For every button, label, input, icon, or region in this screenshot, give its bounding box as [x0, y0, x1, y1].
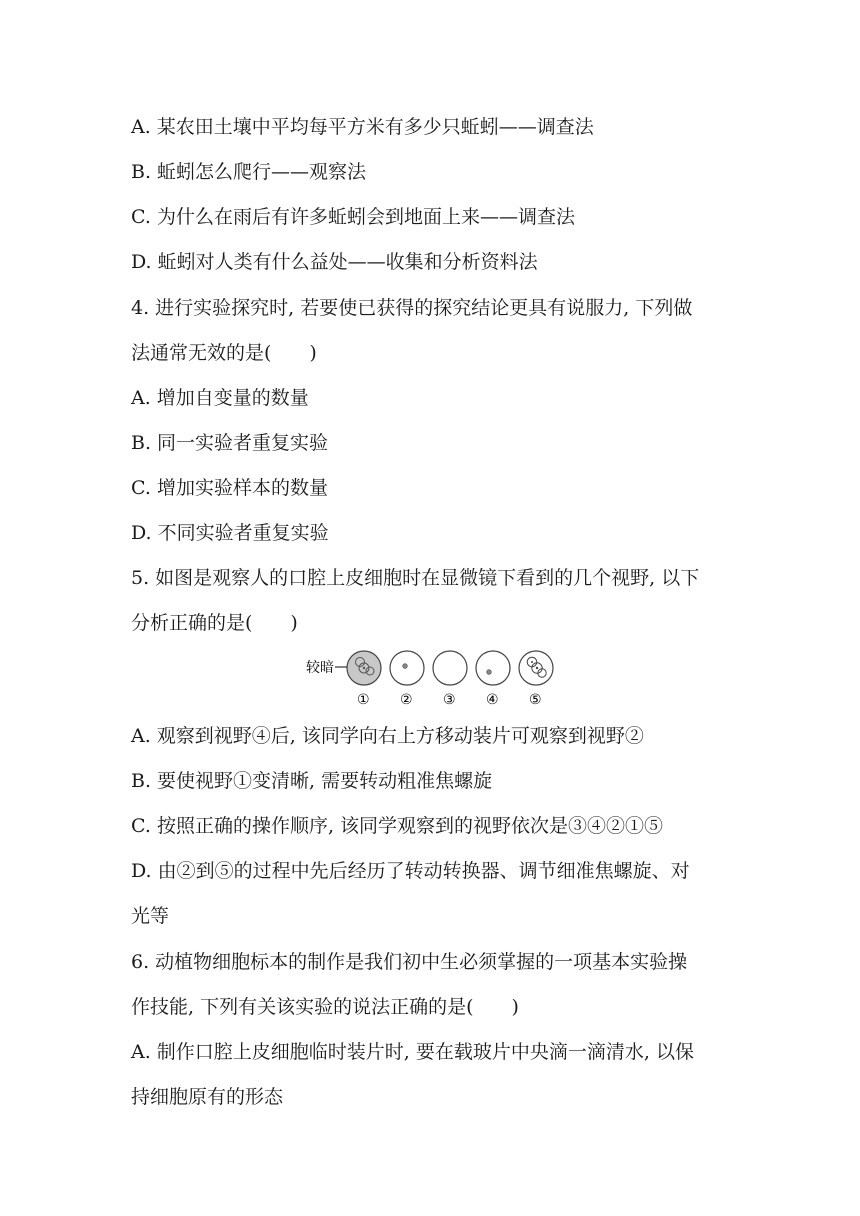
- question-6-line2: 作技能, 下列有关该实验的说法正确的是( ): [131, 996, 519, 1018]
- option-3d: D. 蚯蚓对人类有什么益处——收集和分析资料法: [131, 251, 538, 273]
- question-5-line1: 5. 如图是观察人的口腔上皮细胞时在显微镜下看到的几个视野, 以下: [131, 567, 700, 589]
- field-5: [519, 651, 553, 685]
- option-4b: B. 同一实验者重复实验: [131, 432, 329, 454]
- option-5c: C. 按照正确的操作顺序, 该同学观察到的视野依次是③④②①⑤: [131, 815, 664, 837]
- option-3a: A. 某农田土壤中平均每平方米有多少只蚯蚓——调查法: [131, 116, 594, 138]
- field-number-4: ④: [486, 692, 499, 708]
- question-4-line1: 4. 进行实验探究时, 若要使已获得的探究结论更具有说服力, 下列做: [131, 297, 693, 319]
- field-number-3: ③: [443, 692, 456, 708]
- option-3b: B. 蚯蚓怎么爬行——观察法: [131, 161, 367, 183]
- question-6-line1: 6. 动植物细胞标本的制作是我们初中生必须掌握的一项基本实验操: [131, 951, 688, 973]
- option-4a: A. 增加自变量的数量: [131, 387, 309, 409]
- option-4c: C. 增加实验样本的数量: [131, 477, 328, 499]
- field-1: [347, 651, 381, 685]
- field-4: [476, 651, 510, 685]
- field-number-5: ⑤: [529, 692, 542, 708]
- field-2: [390, 651, 424, 685]
- dim-label: 较暗: [306, 660, 334, 676]
- option-5b: B. 要使视野①变清晰, 需要转动粗准焦螺旋: [131, 770, 493, 792]
- field-3: [433, 651, 467, 685]
- option-6a-line2: 持细胞原有的形态: [131, 1086, 284, 1108]
- field-number-2: ②: [400, 692, 413, 708]
- option-4d: D. 不同实验者重复实验: [131, 522, 329, 544]
- option-5d-line2: 光等: [131, 905, 170, 927]
- option-6a-line1: A. 制作口腔上皮细胞临时装片时, 要在载玻片中央滴一滴清水, 以保: [131, 1041, 694, 1063]
- question-4-line2: 法通常无效的是( ): [131, 342, 317, 364]
- question-5-line2: 分析正确的是( ): [131, 612, 298, 634]
- option-5d-line1: D. 由②到⑤的过程中先后经历了转动转换器、调节细准焦螺旋、对: [131, 860, 690, 882]
- field-number-1: ①: [357, 692, 370, 708]
- microscope-fields-figure: [300, 648, 560, 710]
- option-5a: A. 观察到视野④后, 该同学向右上方移动装片可观察到视野②: [131, 725, 644, 747]
- option-3c: C. 为什么在雨后有许多蚯蚓会到地面上来——调查法: [131, 206, 575, 228]
